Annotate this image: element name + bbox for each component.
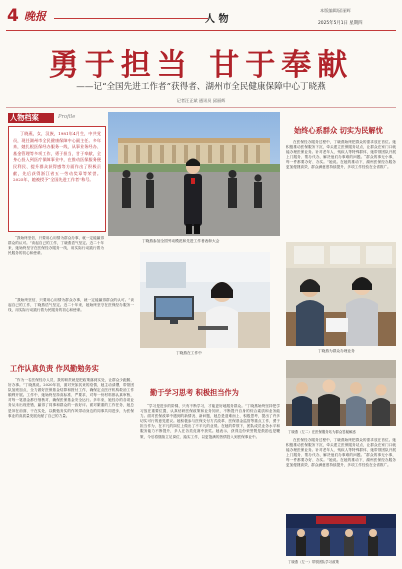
photo-service-station xyxy=(286,360,396,426)
caption-photo4: 丁晓燕（左二）在医保服务站为群众答疑解惑 xyxy=(288,430,356,434)
section-paragraph: 在医保经办服务过程中，丁晓燕始终把群众的需求放在首位。她积极推动医保服务下沉，牵头建立医保服务站点，让群众在家门口就能办理医保业务。针对老年人、残疾人等特殊群体，她带领团队开展上门服务、帮办代办，解决他们办事难的问题。“群众的事无小事，每一件都要办好、办实。”她说。在她的推动下，湖州医保经办服务更加便捷高效，群众满意度持续提升，多项工作经验在全省推广。 xyxy=(286,140,396,170)
masthead xyxy=(0,0,402,32)
section-heading-serve-people: 始终心系群众 切实为民解忧 xyxy=(294,126,383,135)
intro-paragraph: “我始终坚信，只要用心用情为群众办事，就一定能赢得群众的认可。”谈起自己的工作，丁晓燕语气坚定。近二十年来，她始终坚守在医保经办服务一线，用实际行动践行着为民服务的初心和使命。 xyxy=(8,236,104,256)
section-paragraph: “学习是进步的阶梯，只有不断学习，才能更好地服务群众。”丁晓燕始终坚持把学习放在重要位置，认真钻研医保政策和业务知识，不断提升自身的综合素质和业务能力。面对医保改革中遇到的新情况、新问题，她总是迎难而上、积极思考，提出了许多切实可行的意见建议。她积极参与医保支付方式改革、医保基金监管等重点工作，勇于担当作为，在平凡的岗位上做出了不平凡的业绩。在她的带领下，团队成员业务水平和服务能力不断提升，多人在各类竞赛中获奖。她表示，获得这份荣誉既是鼓励也是鞭策，今后将继续立足岗位、踏实工作，以更饱满的热情投入到医保事业中。 xyxy=(140,404,280,439)
continued-paragraph: 在医保经办服务过程中，丁晓燕始终把群众的需求放在首位。她积极推动医保服务下沉，牵头建立医保服务站点，让群众在家门口就能办理医保业务。针对老年人、残疾人等特殊群体，她带领团队开展上门服务、帮办代办，解决他们办事难的问题。“群众的事无小事，每一件都要办好、办实。”她说。在她的推动下，湖州医保经办服务更加便捷高效，群众满意度持续提升，多项工作经验在全省推广。 xyxy=(286,438,396,468)
at-work-image xyxy=(140,252,270,348)
caption-photo1: 丁晓燕参加全国劳动模范和先进工作者表彰大会 xyxy=(142,239,220,243)
headline: 勇于担当 甘于奉献 xyxy=(48,48,354,83)
serving-public-image xyxy=(286,242,396,346)
profile-box xyxy=(8,126,106,232)
headline-subtitle: ——记“全国先进工作者”获得者、湖州市全民健康保障中心丁晓燕 xyxy=(76,82,326,92)
section-text-work-style xyxy=(8,378,134,564)
profile-text xyxy=(13,131,101,227)
date-line: 2025年5月1日 星期四 xyxy=(318,21,363,26)
headline-rule xyxy=(6,107,396,108)
service-station-image xyxy=(286,360,396,426)
photo-team-study xyxy=(286,514,396,556)
section-paragraph: “作为一名医保经办人员，我的职责就是把政策落到实处，让群众少跑腿、好办事。”丁晓燕说。2020年初，面对突如其来的疫情，她主动请缨，带领团队加班加点，全力做好医保基金结算和拨付工作，确保定点医疗机构救治工作顺利开展。工作中，她始终坚持高标准、严要求，对每一份材料都认真审核，对每一笔基金都仔细核对，确保医保基金安全运行。多年来，她经办的各项业务从未出现差错，赢得了同事和群众的一致好评。面对繁重的工作任务，她总是冲在前面、干在实处，以勤勉务实的作风带动身边的同事共同进步，为医保事业的高质量发展贡献了自己的力量。 xyxy=(8,378,134,418)
photo-at-work xyxy=(140,252,270,348)
page-number: 4 xyxy=(7,6,19,26)
profile-followup-text xyxy=(8,298,134,358)
team-study-image xyxy=(286,514,396,556)
header-bottom-rule xyxy=(6,30,396,31)
section-heading-study: 勤于学习思考 积极担当作为 xyxy=(150,388,239,397)
profile-tag-en: Profile xyxy=(58,114,76,120)
editor-line: 本版编辑/邱丽辉 xyxy=(320,8,351,13)
photo-serving-public xyxy=(286,242,396,346)
newspaper-logo: 晚报 xyxy=(24,10,46,23)
byline: 记者汪正斌 通讯员 邱丽辉 xyxy=(176,98,226,103)
section-text-study xyxy=(140,404,280,564)
section-text-continued xyxy=(286,438,396,512)
profile-tag-label: 人物档案 xyxy=(10,113,39,122)
caption-photo5: 丁晓燕（左一）带领团队学习政策 xyxy=(288,560,339,564)
intro-text xyxy=(8,236,104,292)
header-rule xyxy=(54,18,208,19)
profile-paragraph: 丁晓燕，女，汉族，1981年4月生，中共党员，现任湖州市全民健康保障中心副主任。多年来，她扎根医保经办服务一线，从事业务经办、基金管理等多项工作，勇于担当，甘于奉献，全身心投入到医疗保障事业中，在推动医保服务便民利民、提升群众获得感等方面作出了积极贡献，先后获得浙江省五一劳动奖章等荣誉。2025年，她被授予“全国先进工作者”称号。 xyxy=(13,131,101,183)
award-ceremony-image xyxy=(108,112,280,236)
followup-paragraph: “我始终坚信，只要用心用情为群众办事，就一定能赢得群众的认可。”谈起自己的工作，丁晓燕语气坚定。近二十年来，她始终坚守在医保经办服务一线，用实际行动践行着为民服务的初心和使命。 xyxy=(8,298,134,313)
section-name: 人 物 xyxy=(205,14,229,25)
section-text-serve-people xyxy=(286,140,396,238)
profile-tag xyxy=(8,113,54,123)
section-heading-work-style: 工作认真负责 作风勤勉务实 xyxy=(10,364,99,373)
photo-award-ceremony xyxy=(108,112,280,236)
caption-photo2: 丁晓燕在工作中 xyxy=(176,351,202,355)
caption-photo3: 丁晓燕为群众办理业务 xyxy=(318,349,355,353)
